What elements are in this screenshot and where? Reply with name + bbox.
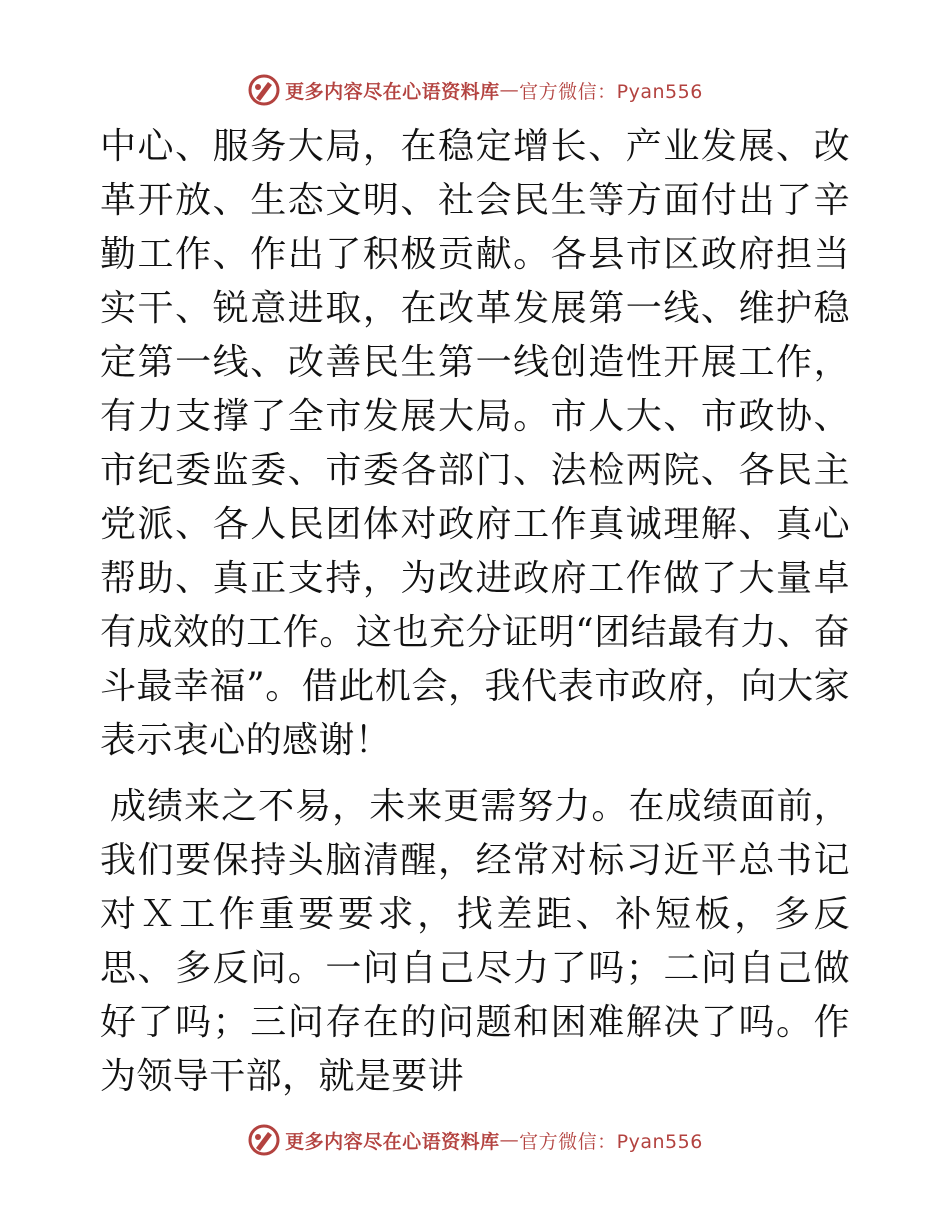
banner-brand-text: 更多内容尽在心语资料库 [285, 1130, 500, 1153]
banner-separator: — [499, 79, 520, 101]
brand-logo-icon [247, 73, 281, 107]
banner-separator: — [499, 1129, 520, 1151]
banner-brand-text: 更多内容尽在心语资料库 [285, 80, 500, 103]
paragraph-2: 成绩来之不易，未来更需努力。在成绩面前，我们要保持头脑清醒，经常对标习近平总书记对Ｘ工作重要要求，找差距、补短板，多反思、多反问。一问自己尽力了吗；二问自己做好了吗；三问存在的问题和困难解决了吗。作为领导干部，就是要讲 [100, 786, 850, 1097]
header-watermark-banner [0, 70, 950, 110]
paragraph-1: 中心、服务大局，在稳定增长、产业发展、改革开放、生态文明、社会民生等方面付出了辛勤工作、作出了积极贡献。各县市区政府担当实干、锐意进取，在改革发展第一线、维护稳定第一线、改善民生第一线创造性开展工作，有力支撑了全市发展大局。市人大、市政协、市纪委监委、市委各部门、法检两院、各民主党派、各人民团体对政府工作真诚理解、真心帮助、真正支持，为改进政府工作做了大量卓有成效的工作。这也充分证明“团结最有力、奋斗最幸福”。借此机会，我代表市政府，向大家表示衷心的感谢！ [100, 126, 850, 761]
brand-logo-icon [247, 1123, 281, 1157]
document-body [100, 120, 850, 1104]
banner-wechat-text: 官方微信：Pyan556 [519, 1130, 703, 1153]
footer-watermark-banner [0, 1120, 950, 1160]
banner-wechat-text: 官方微信：Pyan556 [519, 80, 703, 103]
